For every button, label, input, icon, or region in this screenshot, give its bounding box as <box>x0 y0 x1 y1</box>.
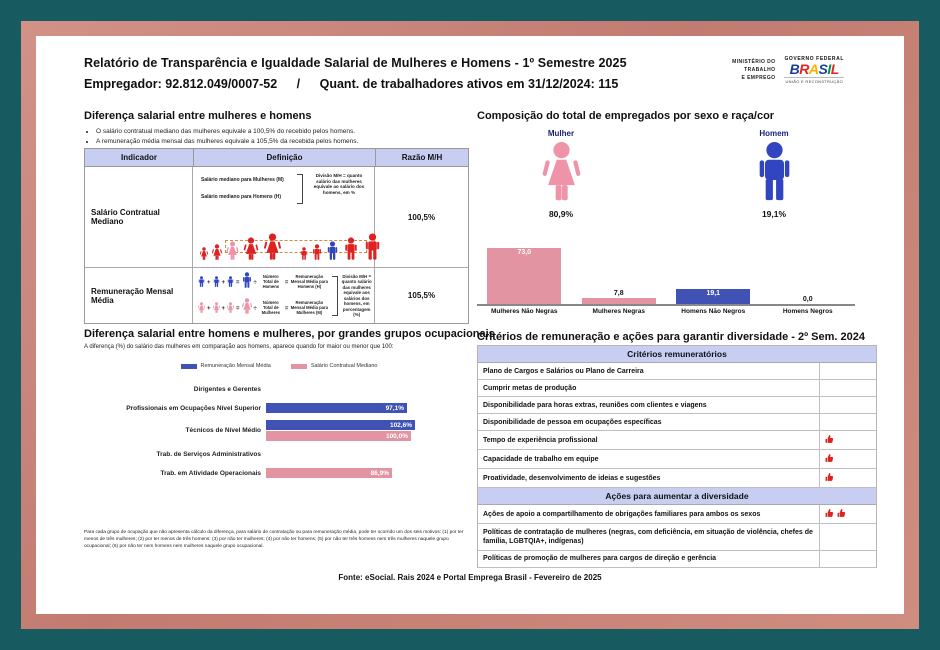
occ-category-label: Profissionais em Ocupações Nível Superior <box>126 404 261 412</box>
salary-section-title: Diferença salarial entre mulheres e homens <box>84 110 312 122</box>
criteria-row <box>478 380 876 397</box>
brand-letter: L <box>830 61 839 77</box>
big-man-icon <box>241 272 253 293</box>
comp-bar-slot <box>761 244 856 304</box>
comp-category-label: Mulheres Não Negras <box>491 308 558 315</box>
salary-table-header <box>85 149 468 167</box>
salary-bullets <box>96 128 446 148</box>
brasil-wordmark <box>784 62 844 76</box>
criteria-label: Proatividade, desenvolvimento de ideias e sugestões <box>478 469 820 487</box>
women-average-formula: + + = ÷ Número Total de Mulheres = Remuneração Mensal Média para Mulheres (M) <box>197 298 329 319</box>
woman-icon <box>211 244 223 265</box>
composition-categories <box>477 306 855 315</box>
comp-category-label: Homens Negros <box>782 308 833 315</box>
criteria-label: Tempo de experiência profissional <box>478 431 820 449</box>
brasil-logo <box>784 56 844 84</box>
bracket-shape <box>332 276 338 316</box>
employer-line <box>84 77 618 91</box>
occ-bar: 100,0% <box>266 431 411 441</box>
man-icon <box>299 247 309 265</box>
legend-item-mediano <box>291 363 378 369</box>
man-icon <box>197 274 206 292</box>
criteria-row <box>478 450 876 469</box>
man-figure-icon <box>751 141 798 206</box>
ratio-value: 100,5% <box>407 212 436 222</box>
governo-federal-label: GOVERNO FEDERAL <box>784 56 844 62</box>
occ-category-label: Técnicos de Nível Médio <box>185 427 261 434</box>
thumbs-up-icon <box>825 505 834 523</box>
men-average-formula: + + = ÷ Número Total de Homens = Remuneração Mensal Média para Homens (H) <box>197 272 329 293</box>
woman-icon <box>262 233 283 265</box>
comp-bar-slot <box>666 244 761 304</box>
brand-letter: I <box>827 61 831 77</box>
thumbs-up-icon <box>825 469 834 487</box>
criteria-section-title: Critérios de remuneração e ações para garantir diversidade - 2º Sem. 2024 <box>477 331 865 343</box>
man-icon <box>342 237 360 265</box>
occ-chart-row <box>84 468 476 478</box>
decorative-frame <box>21 21 919 629</box>
man-icon <box>311 244 323 265</box>
occupational-section-title: Diferença salarial entre homens e mulheres, por grandes grupos ocupacionais <box>84 328 495 340</box>
comp-bar <box>487 248 561 304</box>
table-row <box>85 267 468 323</box>
criteria-label: Capacidade de trabalho em equipe <box>478 450 820 468</box>
active-workers: Quant. de trabalhadores ativos em 31/12/2024: 115 <box>319 77 619 91</box>
criteria-row <box>478 431 876 450</box>
criteria-flag-cell <box>820 524 876 549</box>
criteria-flag-cell <box>820 397 876 413</box>
occ-bar: 97,1% <box>266 403 407 413</box>
occ-chart-row <box>84 420 476 441</box>
brand-letter: R <box>799 61 809 77</box>
woman-icon <box>242 237 260 265</box>
big-woman-icon <box>241 298 253 319</box>
legend-label: Salário Contratual Mediano <box>310 363 378 369</box>
criteria-flag-cell <box>820 450 876 468</box>
col-definicao: Definição <box>193 149 375 166</box>
comp-bar-slot <box>477 244 572 304</box>
criteria-flag-cell <box>820 469 876 487</box>
comp-bar-value: 73,0 <box>517 249 532 256</box>
brand-letter: S <box>818 61 828 77</box>
composition-section-title: Composição do total de empregados por sexo e raça/cor <box>477 110 775 122</box>
definition-diagram <box>193 167 375 267</box>
criteria-row <box>478 414 876 431</box>
chart-footnote: Para cada grupo de ocupação que não apresenta cálculo da diferença, para salário de contratação ou para remuneração média, pode ter ocorrido um dos seis motivos: (1) por ter menos de três mulheres; (2) por ter menos de três homens; (3) por não ter mulheres; (4) por não ter homens; (5) por não ter três homens nem três mulheres naquele grupo ocupacional; (6) por não ter nem homens nem mulheres naquele grupo ocupacional. <box>84 530 464 549</box>
occ-bar: 102,6% <box>266 420 415 430</box>
man-icon <box>212 274 221 292</box>
bullet-mean-salary: • A remuneração média mensal das mulheres equivale a 105,5% da recebida pelos homens. <box>96 138 446 145</box>
logo-tagline: UNIÃO E RECONSTRUÇÃO <box>785 79 843 84</box>
source-footer: Fonte: eSocial. Rais 2024 e Portal Emprega Brasil - Fevereiro de 2025 <box>338 573 602 582</box>
definition-diagram <box>193 268 375 323</box>
col-razao: Razão M/H <box>375 149 468 166</box>
criteria-row <box>478 505 876 524</box>
population-icons <box>199 233 383 265</box>
division-note: Divisão M/H = quanto salário das mulheres equivale ao salário dos homens, em % <box>313 173 365 196</box>
ministry-label: MINISTÉRIO DO TRABALHO E EMPREGO <box>732 59 776 81</box>
comp-bar <box>582 290 656 304</box>
brand-letter: B <box>789 61 800 77</box>
occ-chart-row <box>84 448 476 461</box>
indicator-name: Remuneração Mensal Média <box>85 268 193 323</box>
criteria-section-header: Critérios remuneratórios <box>478 346 876 363</box>
woman-icon <box>197 300 206 318</box>
legend-label: Remuneração Mensal Média <box>200 363 271 369</box>
legend-swatch-pink <box>291 364 307 369</box>
mulher-percent: 80,9% <box>548 209 574 219</box>
criteria-flag-cell <box>820 551 876 567</box>
median-woman-icon <box>225 241 240 265</box>
brand-letter: A <box>808 61 819 77</box>
occ-category-label: Dirigentes e Gerentes <box>193 386 261 393</box>
comp-category-label: Mulheres Negras <box>592 308 645 315</box>
ratio-value: 105,5% <box>407 291 436 300</box>
man-icon <box>226 274 235 292</box>
occupational-chart <box>84 383 476 485</box>
criteria-label: Ações de apoio a compartilhamento de obrigações familiares para ambos os sexos <box>478 505 820 523</box>
criteria-label: Disponibilidade de pessoa em ocupações específicas <box>478 414 820 430</box>
comp-bar-value: 7,8 <box>613 290 624 297</box>
men-average-label: Remuneração Mensal Média para Homens (H) <box>290 274 328 289</box>
occ-category-label: Trab. em Atividade Operacionais <box>160 469 261 477</box>
woman-figure-icon <box>538 141 585 206</box>
composition-bars <box>477 246 855 306</box>
thumbs-up-icon <box>825 450 834 468</box>
report-page <box>36 36 904 614</box>
criteria-row <box>478 469 876 488</box>
criteria-label: Políticas de contratação de mulheres (negras, com deficiência, em situação de violência, chefes de família, LGBTQIA+, indígenas) <box>478 524 820 549</box>
criteria-row <box>478 363 876 380</box>
figure-mulher <box>506 129 616 219</box>
criteria-row <box>478 551 876 568</box>
comp-category-label: Homens Não Negros <box>681 308 746 315</box>
col-indicador: Indicador <box>120 153 157 162</box>
woman-icon <box>212 300 221 318</box>
salary-indicator-table <box>84 148 469 324</box>
chart-legend <box>84 363 474 369</box>
bullet-median-salary: • O salário contratual mediano das mulheres equivale a 100,5% do recebido pelos homens. <box>96 128 446 135</box>
thumbs-up-icon <box>825 431 834 449</box>
bracket-shape <box>297 174 303 204</box>
criteria-row <box>478 524 876 550</box>
table-row <box>85 167 468 267</box>
occ-bar-group <box>266 403 407 413</box>
thumbs-up-icon <box>837 505 846 523</box>
woman-icon <box>226 300 235 318</box>
criteria-flag-cell <box>820 363 876 379</box>
criteria-section-header: Ações para aumentar a diversidade <box>478 488 876 505</box>
comp-bar-value: 0,0 <box>802 296 813 303</box>
criteria-flag-cell <box>820 380 876 396</box>
criteria-label: Plano de Cargos e Salários ou Plano de Carreira <box>478 363 820 379</box>
man-icon <box>362 233 383 265</box>
criteria-flag-cell <box>820 431 876 449</box>
woman-icon <box>199 247 209 265</box>
occupational-subtitle: A diferença (%) do salário das mulheres em comparação aos homens, aparece quando for maior ou menor que 100: <box>84 344 394 350</box>
criteria-flag-cell <box>820 414 876 430</box>
occ-bar-group <box>266 420 415 441</box>
comp-bar-value: 19,1 <box>706 290 721 297</box>
composition-bar-chart <box>477 246 855 315</box>
occ-bar: 86,9% <box>266 468 392 478</box>
separator: / <box>296 77 301 91</box>
employer-id: Empregador: 92.812.049/0007-52 <box>84 77 278 91</box>
government-logo <box>732 56 844 84</box>
comp-bar-slot <box>572 244 667 304</box>
criteria-flag-cell <box>820 505 876 523</box>
criteria-row <box>478 397 876 414</box>
women-average-label: Remuneração Mensal Média para Mulheres (M) <box>290 300 328 315</box>
legend-swatch-blue <box>181 364 197 369</box>
criteria-label: Políticas de promoção de mulheres para cargos de direção e gerência <box>478 551 820 567</box>
occ-bar-group <box>266 468 392 478</box>
homem-percent: 19,1% <box>761 209 787 219</box>
men-total-label: Número Total de Homens <box>262 274 280 289</box>
page-title: Relatório de Transparência e Igualdade Salarial de Mulheres e Homens - 1º Semestre 2025 <box>84 56 627 70</box>
criteria-label: Disponibilidade para horas extras, reuniões com clientes e viagens <box>478 397 820 413</box>
median-man-icon <box>325 241 340 265</box>
division-note: Divisão M/H = quanto salário das mulheres equivale aos salários dos homens, em porcentagem (%) <box>341 273 372 317</box>
occ-chart-row <box>84 403 476 413</box>
median-men-label: Salário mediano para Homens (H) <box>201 194 282 200</box>
figure-homem <box>719 129 829 219</box>
legend-item-media <box>181 363 271 369</box>
criteria-label: Cumprir metas de produção <box>478 380 820 396</box>
criteria-table <box>477 345 877 568</box>
indicator-name: Salário Contratual Mediano <box>85 167 193 267</box>
occ-chart-row <box>84 383 476 396</box>
mulher-label: Mulher <box>547 129 575 138</box>
occ-category-label: Trab. de Serviços Administrativos <box>156 451 261 458</box>
comp-bar <box>676 289 750 304</box>
homem-label: Homem <box>759 129 789 138</box>
median-women-label: Salário mediano para Mulheres (M) <box>201 177 284 183</box>
women-total-label: Número Total de Mulheres <box>261 300 281 315</box>
